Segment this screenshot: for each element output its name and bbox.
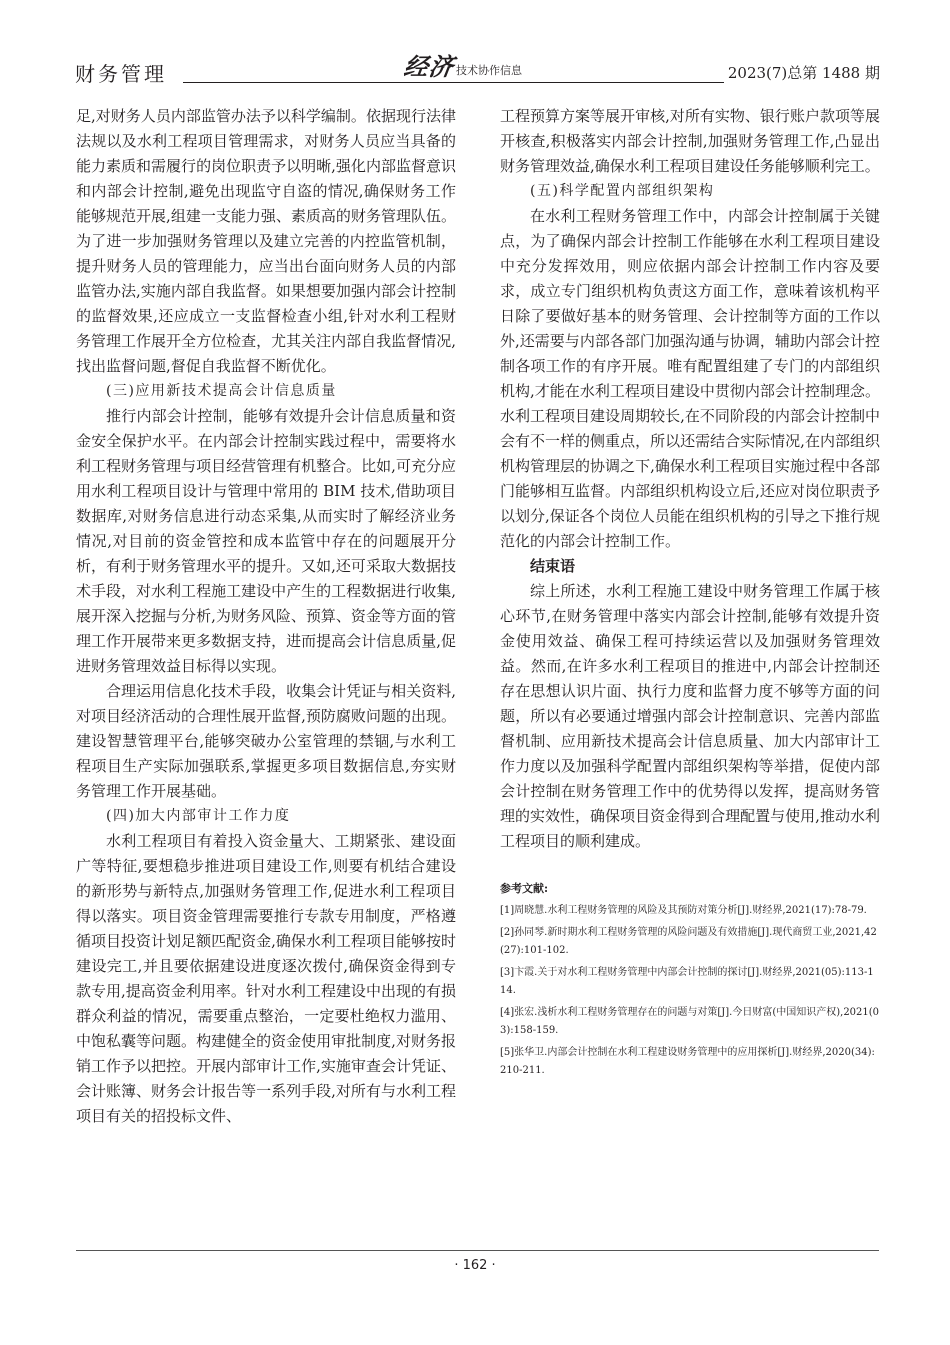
reference-list (500, 902, 880, 1080)
left-paragraph-4: 水利工程项目有着投入资金量大、工期紧张、建设面广等特征,要想稳步推进项目建设工作,则要有机结合建设的新形势与新特点,加强财务管理工作,促进水利工程项目得以落实。项目资金管理需要推行专款专用制度，严格遵循项目投资计划足额匹配资金,确保水利工程项目能够按时建设完工,并且要依据建设进度逐次拨付,确保资金得到专款专用,提高资金利用率。针对水利工程建设中出现的有损群众利益的情况，需要重点整治，一定要杜绝权力滥用、中饱私囊等问题。构建健全的资金使用审批制度,对财务报销工作予以把控。开展内部审计工作,实施审查会计凭证、会计账簿、财务会计报告等一系列手段,对所有与水利工程项目有关的招投标文件、 (76, 832, 456, 1125)
left-paragraph-3: 合理运用信息化技术手段，收集会计凭证与相关资料,对项目经济活动的合理性展开监督,预防腐败问题的出现。建设智慧管理平台,能够突破办公室管理的禁锢,与水利工程项目生产实际加强联系,掌握更多项目数据信息,夯实财务管理工作开展基础。 (76, 682, 456, 800)
reference-item: [4]张宏.浅析水利工程财务管理存在的问题与对策[J].今日财富(中国知识产权),2021(03):158-159. (500, 1007, 880, 1036)
references-title: 参考文献: (500, 882, 549, 895)
journal-logo-subtitle: 技术协作信息 (456, 64, 522, 77)
reference-item: [1]周晓慧.水利工程财务管理的风险及其预防对策分析[J].财经界,2021(17):78-79. (500, 905, 867, 916)
journal-logo (400, 54, 526, 80)
journal-logo-script: 经济 (402, 52, 457, 81)
page-header (75, 52, 880, 88)
reference-item: [2]孙同琴.新时期水利工程财务管理的风险问题及有效措施[J].现代商贸工业,2021,42(27):101-102. (500, 927, 877, 956)
left-paragraph-2: 推行内部会计控制，能够有效提升会计信息质量和资金安全保护水平。在内部会计控制实践过程中，需要将水利工程财务管理与项目经营管理有机整合。比如,可充分应用水利工程项目设计与管理中常用的 BIM 技术,借助项目数据库,对财务信息进行动态采集,从而实时了解经济业务情况,对目前的资金管控和成本监管中存在的问题展开分析，有利于财务管理水平的提升。又如,还可采取大数据技术手段，对水利工程施工建设中产生的工程数据进行收集,展开深入挖掘与分析,为财务风险、预算、资金等方面的管理工作开展带来更多数据支持，进而提高会计信息质量,促进财务管理效益目标得以实现。 (76, 407, 456, 675)
section-heading-5: (五)科学配置内部组织架构 (530, 183, 715, 199)
page-number: · 162 · (454, 1258, 496, 1273)
conclusion-heading: 结束语 (530, 557, 576, 575)
left-paragraph-1: 足,对财务人员内部监管办法予以科学编制。依据现行法律法规以及水利工程项目管理需求，对财务人员应当具备的能力素质和需履行的岗位职责予以明晰,强化内部监督意识和内部会计控制,避免出现监守自盗的情况,确保财务工作能够规范开展,组建一支能力强、素质高的财务管理队伍。为了进一步加强财务管理以及建立完善的内控监管机制，提升财务人员的管理能力，应当出台面向财务人员的内部监管办法,实施内部自我监督。如果想要加强内部会计控制的监督效果,还应成立一支监督检查小组,针对水利工程财务管理工作展开全方位检查，尤其关注内部自我监督情况,找出监督问题,督促自我监督不断优化。 (76, 107, 456, 375)
left-column (76, 104, 456, 1129)
issue-number: 2023(7)总第 1488 期 (724, 62, 880, 83)
footer-rule (76, 1250, 879, 1251)
section-name: 财务管理 (75, 62, 167, 86)
right-column (500, 104, 880, 1084)
section-heading-3: (三)应用新技术提高会计信息质量 (106, 383, 337, 399)
conclusion-paragraph: 综上所述，水利工程施工建设中财务管理工作属于核心环节,在财务管理中落实内部会计控制,能够有效提升资金使用效益、确保工程可持续运营以及加强财务管理效益。然而,在许多水利工程项目的推进中,内部会计控制还存在思想认识片面、执行力度和监督力度不够等方面的问题，所以有必要通过增强内部会计控制意识、完善内部监督机制、应用新技术提高会计信息质量、加大内部审计工作力度以及加强科学配置内部组织架构等举措，促使内部会计控制在财务管理工作中的优势得以发挥，提高财务管理的实效性，确保项目资金得到合理配置与使用,推动水利工程项目的顺利建成。 (500, 582, 880, 850)
reference-item: [5]张华卫.内部会计控制在水利工程建设财务管理中的应用探析[J].财经界,2020(34):210-211. (500, 1047, 875, 1076)
right-paragraph-1: 工程预算方案等展开审核,对所有实物、银行账户款项等展开核查,积极落实内部会计控制,加强财务管理工作,凸显出财务管理效益,确保水利工程项目建设任务能够顺利完工。 (500, 107, 880, 175)
references (500, 880, 880, 1080)
section-heading-4: (四)加大内部审计工作力度 (106, 808, 291, 824)
right-paragraph-2: 在水利工程财务管理工作中，内部会计控制属于关键点，为了确保内部会计控制工作能够在水利工程项目建设中充分发挥效用，则应依据内部会计控制工作内容及要求，成立专门组织机构负责这方面工作，意味着该机构平日除了要做好基本的财务管理、会计控制等方面的工作以外,还需要与内部各部门加强沟通与协调，辅助内部会计控制各项工作的有序开展。唯有配置组建了专门的内部组织机构,才能在水利工程项目建设中贯彻内部会计控制理念。水利工程项目建设周期较长,在不同阶段的内部会计控制中会有不一样的侧重点，所以还需结合实际情况,在内部组织机构管理层的协调之下,确保水利工程项目实施过程中各部门能够相互监督。内部组织机构设立后,还应对岗位职责予以划分,保证各个岗位人员能在组织机构的引导之下推行规范化的内部会计控制工作。 (500, 207, 880, 550)
reference-item: [3]卞霞.关于对水利工程财务管理中内部会计控制的探讨[J].财经界,2021(05):113-114. (500, 967, 874, 996)
